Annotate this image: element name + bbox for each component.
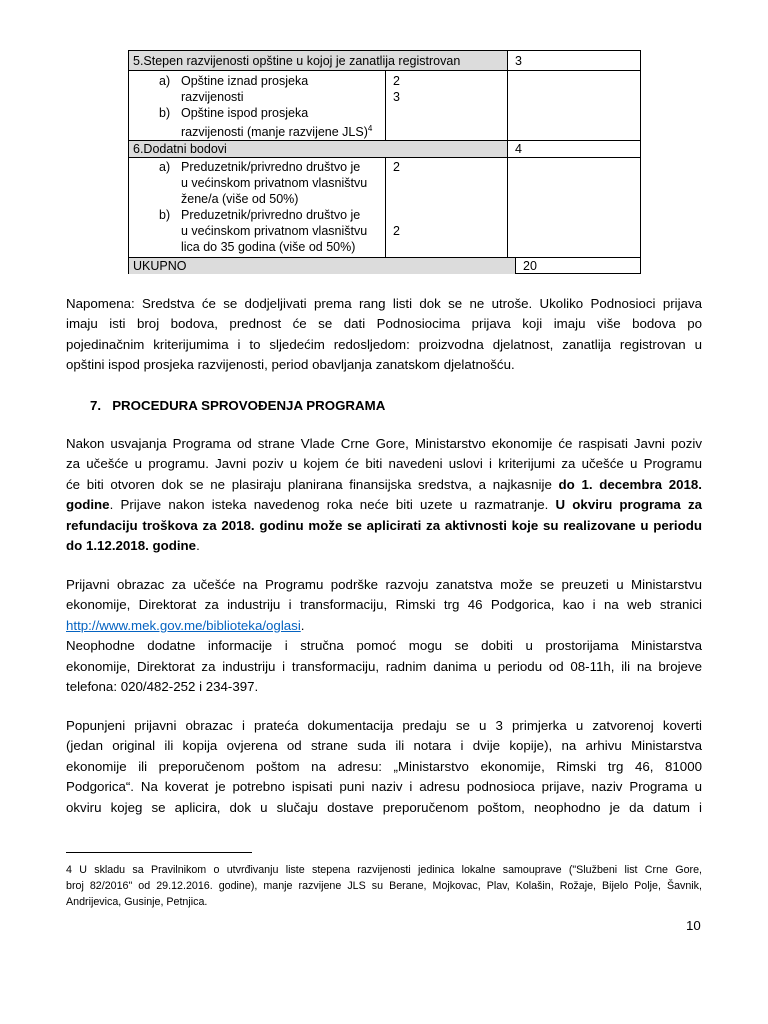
footnote: 4 U skladu sa Pravilnikom o utvrđivanju liste stepena razvijenosti jedinica lokalne samouprave ("Službeni list Crne Gore, broj 82/2016" od 29.12.2016. godine), manje razvijene JLS su Berane, Mojkovac, Plav, Kolašin, Rožaje, Bijelo Polje, Šavnik, Andrijevica, Gusinje, Petnjica. bbox=[66, 864, 702, 908]
page-number: 10 bbox=[686, 918, 701, 933]
row5-item-a-line2: razvijenosti bbox=[181, 90, 244, 104]
footnote-separator bbox=[66, 852, 252, 853]
row6-item-b-line2: u većinskom privatnom vlasništvu bbox=[181, 224, 368, 238]
row6-item-a-line2: u većinskom privatnom vlasništvu bbox=[181, 176, 368, 190]
note-paragraph: Napomena: Sredstva će se dodjeljivati prema rang listi dok se ne utroše. Ukoliko Podnosioci prijava imaju isti broj bodova, prednost će se dati Podnosiocima prijava koji imaju više bodova po pojedinačnim kriterijumima i to sljedećim redosljedom: proizvodna djelatnost, zanatlija registrovan u opštini ispod prosjeka razvijenosti, period obavljanja zanatskom djelatnošću. bbox=[66, 296, 702, 373]
row6-points: 4 bbox=[515, 142, 522, 156]
row6-item-b-line1: Preduzetnik/privredno društvo je bbox=[181, 208, 361, 222]
row5-item-b-line2: razvijenosti (manje razvijene JLS)$^4$ bbox=[181, 124, 373, 140]
procedure-paragraph: Nakon usvajanja Programa od strane Vlade Crne Gore, Ministarstvo ekonomije će raspisati Javni poziv za učešće u programu. Javni poziv u kojem će biti navedeni uslovi i kriterijumi za učešće u Programu će biti otvoren dok se ne plasiraju planirana finansijska sredstva, a najkasnije do 1. decembra 2018. godine. Prijave nakon isteka navedenog roka neće biti uzete u razmatranje. U okviru programa za refundaciju troškova za 2018. godinu može se aplicirati za aktivnosti koje su realizovane u periodu do 1.12.2018. godine. bbox=[66, 436, 702, 553]
row5-label: 5.Stepen razvijenosti opštine u kojoj je zanatlija registrovan bbox=[133, 54, 461, 68]
row5-item-b-marker: b) bbox=[159, 106, 171, 120]
row5-item-a-line1: Opštine iznad prosjeka bbox=[181, 74, 309, 88]
row5-points: 3 bbox=[515, 54, 522, 68]
row6-label: 6.Dodatni bodovi bbox=[133, 142, 227, 156]
submission-paragraph: Popunjeni prijavni obrazac i prateća dokumentacija predaju se u 3 primjerka u zatvorenoj koverti (jedan original ili kopija ovjerena od strane suda ili notara i dvije kopije), na arhivu Ministarstva ekonomije ili preporučenom poštom na adresu: „Ministarstvo ekonomije, Rimski trg 46, 81000 Podgorica“. Na koverat je potrebno ispisati puni naziv i adresu podnosioca prijave, naziv Programa u okviru kojeg se aplicira, dok u slučaju dostave preporučenom poštom, neophodno je da datum i bbox=[66, 718, 702, 815]
criteria-table bbox=[128, 50, 641, 274]
row6-item-b-marker: b) bbox=[159, 208, 171, 222]
application-form-paragraph: Prijavni obrazac za učešće na Programu podrške razvoju zanatstva može se preuzeti u Ministarstvu ekonomije, Direktorat za industriju i transformaciju, Rimski trg 46 Podgorica, kao i na web stranici http://www.mek.gov.me/biblioteka/oglasi. Neophodne dodatne informacije i stručna pomoć mogu se dobiti u prostorijama Ministarstva ekonomije, Direktorat za industriju i transformaciju, radnim danima u periodu od 08-11h, ili na brojeve telefona: 020/482-252 i 234-397. bbox=[66, 577, 702, 694]
row6-item-a-score: 2 bbox=[393, 160, 400, 174]
footnote-ref[interactable]: 4 bbox=[367, 124, 373, 133]
total-label: UKUPNO bbox=[133, 259, 187, 273]
row5-item-b-line1: Opštine ispod prosjeka bbox=[181, 106, 309, 120]
row6-item-a-line1: Preduzetnik/privredno društvo je bbox=[181, 160, 361, 174]
section-heading: 7. PROCEDURA SPROVOĐENJA PROGRAMA bbox=[90, 398, 386, 413]
row6-item-b-score: 2 bbox=[393, 224, 400, 238]
total-points: 20 bbox=[523, 259, 537, 273]
row6-item-b-line3: lica do 35 godina (više od 50%) bbox=[181, 240, 356, 254]
ministry-website-link[interactable]: http://www.mek.gov.me/biblioteka/oglasi bbox=[66, 617, 301, 633]
row5-item-a-score: 2 bbox=[393, 74, 400, 88]
row6-item-a-marker: a) bbox=[159, 160, 171, 174]
total-row-shade bbox=[129, 258, 515, 274]
row6-item-a-line3: žene/a (više od 50%) bbox=[181, 192, 299, 206]
row5-item-a-marker: a) bbox=[159, 74, 171, 88]
row5-item-b-score: 3 bbox=[393, 90, 400, 104]
